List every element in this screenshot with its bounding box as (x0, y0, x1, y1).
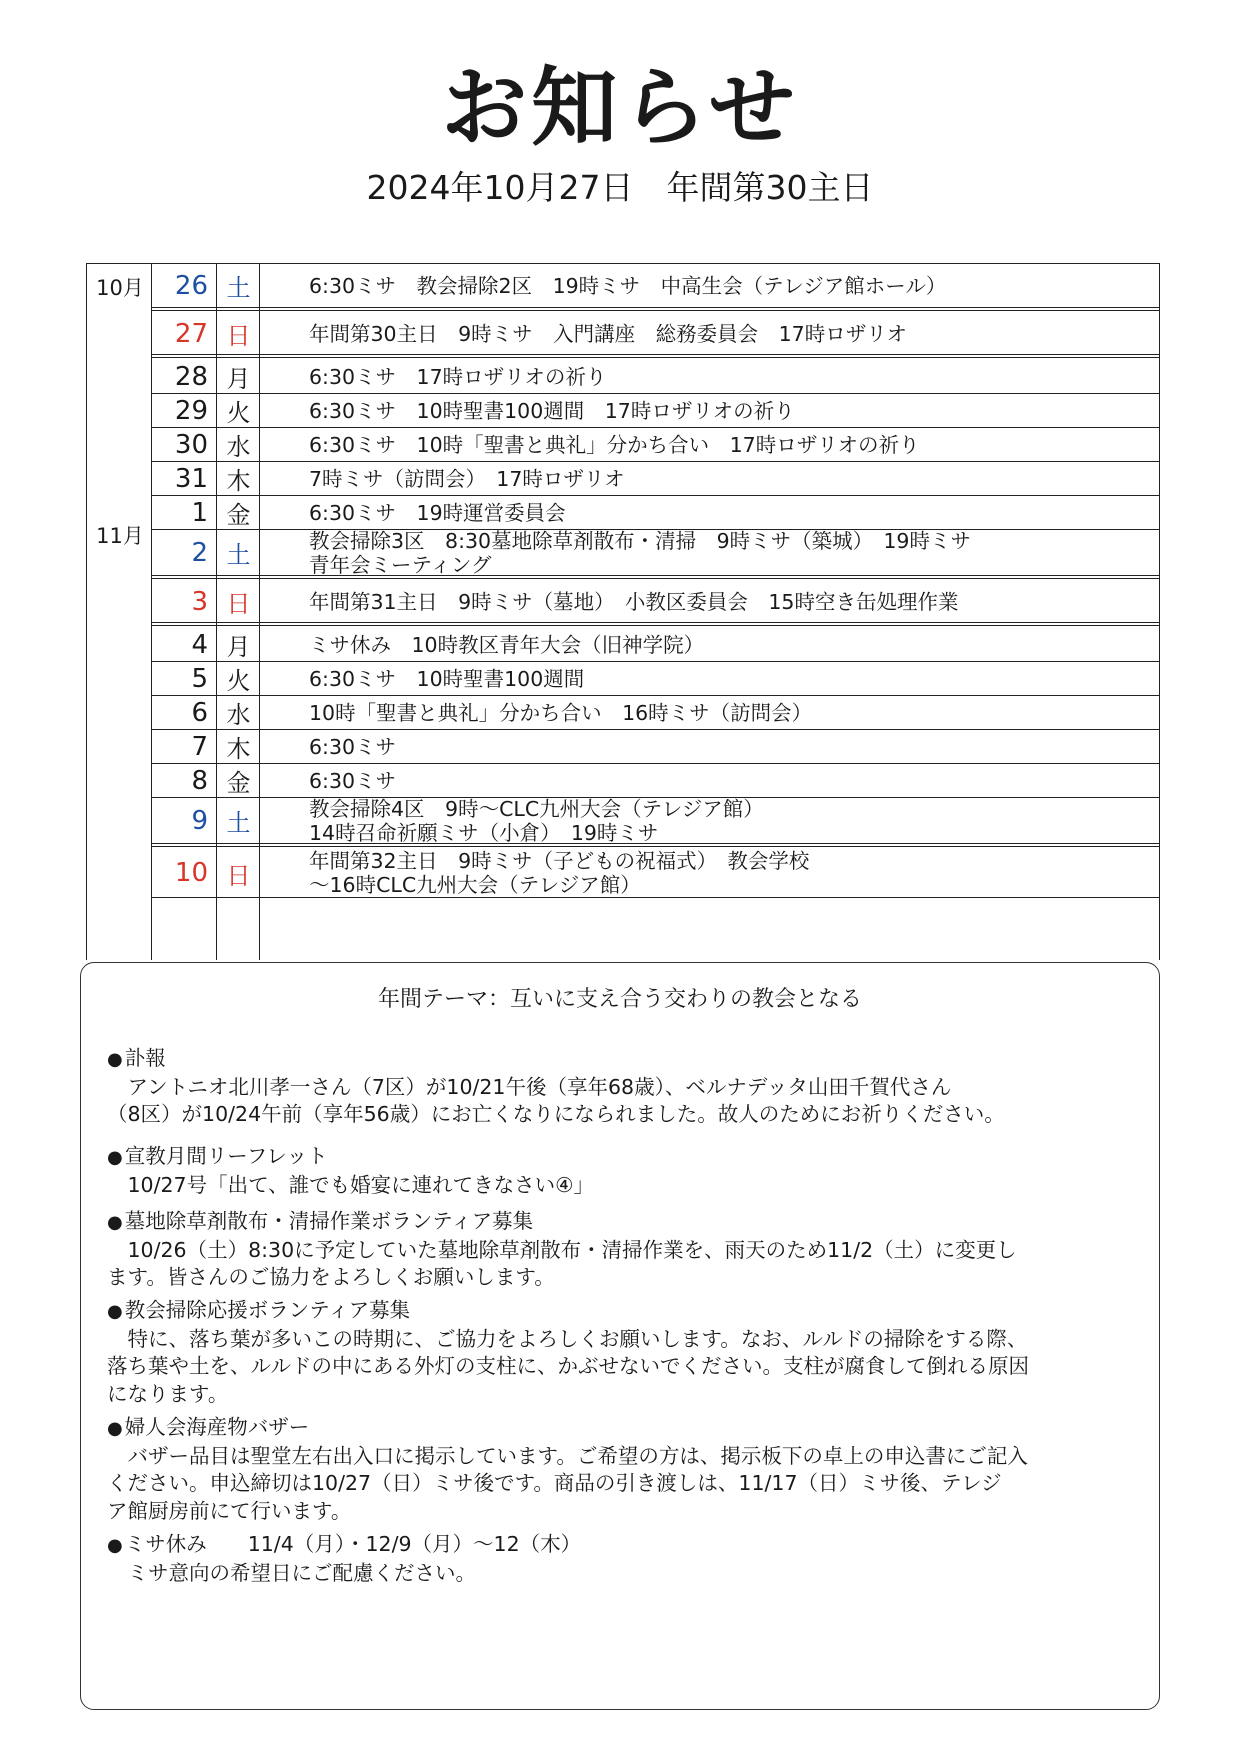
schedule-date: 29 (174, 395, 208, 426)
bullet-icon: ● (107, 1535, 123, 1556)
schedule-row (152, 313, 1160, 358)
bullet-icon: ● (107, 1418, 123, 1439)
notice-line: （8区）が10/24午前（享年56歳）にお亡くなりになられました。故人のためにお祈りください。 (107, 1102, 1005, 1126)
schedule-row (152, 662, 1160, 696)
schedule-weekday: 月 (226, 365, 251, 393)
notice-section (107, 1143, 1139, 1199)
notice-section (107, 1045, 1139, 1129)
schedule-weekday: 火 (226, 399, 251, 427)
schedule-event-line: 教会掃除3区 8:30墓地除草剤散布・清掃 9時ミサ（築城） 19時ミサ (309, 528, 971, 553)
schedule-event-line: 教会掃除4区 9時～CLC九州大会（テレジア館） (309, 796, 764, 821)
schedule-weekday: 金 (226, 769, 251, 797)
schedule-event-line: 年間第30主日 9時ミサ 入門講座 総務委員会 17時ロザリオ (309, 321, 908, 346)
schedule-row (152, 849, 1160, 898)
notice-line: 10/27号「出て、誰でも婚宴に連れてきなさい④」 (127, 1172, 595, 1197)
schedule-events (309, 849, 1140, 897)
notice-section (107, 1531, 1139, 1587)
notice-line: ます。皆さんのご協力をよろしくお願いします。 (107, 1265, 555, 1289)
schedule-events (309, 313, 1140, 354)
notice-heading (107, 1208, 1139, 1237)
schedule-events (309, 360, 1140, 393)
schedule-weekday: 木 (226, 735, 251, 763)
schedule-date: 4 (191, 629, 208, 660)
schedule-weekday: 土 (226, 809, 251, 837)
schedule-row (152, 264, 1160, 311)
schedule-weekday: 月 (226, 633, 251, 661)
schedule-events (309, 581, 1140, 622)
bullet-icon: ● (107, 1049, 123, 1070)
schedule-event-line: 青年会ミーティング (309, 552, 492, 577)
schedule-event-line: 6:30ミサ 教会掃除2区 19時ミサ 中高生会（テレジア館ホール） (309, 273, 947, 298)
notice-line: ミサ意向の希望日にご配慮ください。 (127, 1560, 476, 1585)
schedule-date: 26 (174, 270, 208, 301)
schedule-date: 2 (191, 537, 208, 568)
notice-heading (107, 1297, 1139, 1326)
notice-heading-text: ミサ休み 11/4（月）・12/9（月）～12（木） (124, 1532, 582, 1556)
notice-line: バザー品目は聖堂左右出入口に掲示しています。ご希望の方は、掲示板下の卓上の申込書にご記入 (127, 1443, 1028, 1468)
notice-heading-text: 訃報 (124, 1046, 166, 1070)
schedule-event-line: 6:30ミサ 17時ロザリオの祈り (309, 364, 607, 389)
schedule-row (152, 394, 1160, 428)
notice-box (80, 962, 1160, 1710)
month-label-october: 10月 (96, 276, 144, 300)
schedule-date: 10 (174, 858, 208, 888)
schedule-events (309, 264, 1140, 307)
schedule-row (152, 581, 1160, 626)
schedule-event-line: ～16時CLC九州大会（テレジア館） (309, 873, 641, 897)
schedule-row (152, 428, 1160, 462)
schedule-event-line: 14時召命祈願ミサ（小倉） 19時ミサ (309, 820, 659, 845)
schedule-weekday: 土 (226, 541, 251, 569)
schedule-date: 9 (191, 805, 208, 836)
bullet-icon: ● (107, 1147, 123, 1168)
notice-section (107, 1208, 1139, 1292)
schedule-event-line: 7時ミサ（訪問会） 17時ロザリオ (309, 466, 625, 491)
month-label-november: 11月 (96, 524, 144, 548)
schedule-row (152, 628, 1160, 662)
schedule-date: 3 (191, 586, 208, 617)
schedule-event-line: 6:30ミサ 10時「聖書と典礼」分かち合い 17時ロザリオの祈り (309, 432, 920, 457)
page-title: お知らせ (441, 58, 799, 158)
schedule-weekday: 日 (226, 861, 251, 890)
schedule-date: 8 (191, 765, 208, 796)
schedule-date: 5 (191, 663, 208, 694)
schedule-weekday: 水 (226, 433, 251, 461)
notice-line: 落ち葉や土を、ルルドの中にある外灯の支柱に、かぶせないでください。支柱が腐食して倒れる原因 (107, 1354, 1029, 1378)
schedule-events (309, 496, 1140, 529)
notice-section (107, 1414, 1139, 1525)
schedule-event-line: 6:30ミサ 19時運営委員会 (309, 500, 566, 525)
notice-heading-text: 墓地除草剤散布・清掃作業ボランティア募集 (124, 1209, 534, 1233)
schedule-row (152, 696, 1160, 730)
schedule-events (309, 798, 1140, 843)
notice-section (107, 1297, 1139, 1408)
schedule-table (86, 263, 1160, 960)
schedule-date: 30 (174, 429, 208, 460)
notice-line: 特に、落ち葉が多いこの時期に、ご協力をよろしくお願いします。なお、ルルドの掃除をする際、 (127, 1326, 1028, 1351)
schedule-events (309, 428, 1140, 461)
annual-theme: 年間テーマ：互いに支え合う交わりの教会となる (377, 987, 862, 1012)
schedule-event-line: 6:30ミサ (309, 768, 397, 793)
schedule-row (152, 462, 1160, 496)
schedule-events (309, 530, 1140, 575)
schedule-events (309, 730, 1140, 763)
schedule-row (152, 496, 1160, 530)
schedule-weekday: 金 (226, 501, 251, 529)
schedule-events (309, 394, 1140, 427)
notice-heading (107, 1531, 1139, 1560)
schedule-date: 28 (174, 361, 208, 392)
schedule-date: 27 (174, 318, 208, 349)
schedule-weekday: 日 (226, 322, 251, 350)
schedule-events (309, 662, 1140, 695)
schedule-event-line: 10時「聖書と典礼」分かち合い 16時ミサ（訪問会） (309, 700, 813, 725)
schedule-date: 31 (174, 463, 208, 494)
notice-heading-text: 宣教月間リーフレット (124, 1144, 328, 1168)
schedule-row (152, 530, 1160, 579)
notice-line: アントニオ北川孝一さん（7区）が10/21午後（享年68歳）、ベルナデッタ山田千賀代さん (127, 1074, 952, 1099)
schedule-event-line: 6:30ミサ 10時聖書100週間 17時ロザリオの祈り (309, 398, 795, 423)
schedule-events (309, 628, 1140, 661)
schedule-events (309, 696, 1140, 729)
schedule-event-line: 6:30ミサ 10時聖書100週間 (309, 666, 585, 691)
schedule-row (152, 764, 1160, 798)
schedule-weekday: 火 (226, 667, 251, 695)
notice-heading (107, 1143, 1139, 1172)
notice-heading (107, 1045, 1139, 1074)
schedule-weekday: 木 (226, 467, 251, 495)
notice-line: になります。 (107, 1381, 229, 1406)
schedule-date: 1 (191, 497, 208, 528)
bullet-icon: ● (107, 1301, 123, 1322)
schedule-weekday: 水 (226, 701, 251, 729)
schedule-weekday: 日 (226, 590, 251, 618)
notice-heading (107, 1414, 1139, 1443)
notice-heading-text: 婦人会海産物バザー (124, 1415, 310, 1439)
notice-line: ア館厨房前にて行います。 (107, 1498, 352, 1523)
schedule-row (152, 730, 1160, 764)
schedule-event-line: ミサ休み 10時教区青年大会（旧神学院） (309, 632, 705, 657)
schedule-event-line: 年間第31主日 9時ミサ（墓地） 小教区委員会 15時空き缶処理作業 (309, 589, 959, 614)
schedule-event-line: 年間第32主日 9時ミサ（子どもの祝福式） 教会学校 (309, 849, 810, 873)
schedule-events (309, 462, 1140, 495)
schedule-row (152, 360, 1160, 394)
notice-line: 10/26（土）8:30に予定していた墓地除草剤散布・清掃作業を、雨天のため11/2（土）に変更し (127, 1237, 1017, 1262)
schedule-events (309, 764, 1140, 797)
schedule-date: 7 (191, 731, 208, 762)
page-subtitle: 2024年10月27日 年間第30主日 (366, 168, 874, 207)
notice-heading-text: 教会掃除応援ボランティア募集 (124, 1298, 411, 1322)
schedule-event-line: 6:30ミサ (309, 734, 397, 759)
schedule-weekday: 土 (226, 274, 251, 302)
notice-line: ください。申込締切は10/27（日）ミサ後です。商品の引き渡しは、11/17（日）ミサ後、テレジ (107, 1471, 1002, 1495)
schedule-row (152, 798, 1160, 847)
schedule-date: 6 (191, 697, 208, 728)
bullet-icon: ● (107, 1212, 123, 1233)
